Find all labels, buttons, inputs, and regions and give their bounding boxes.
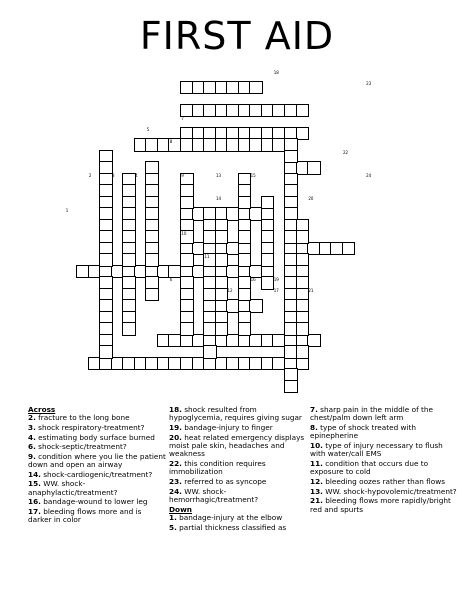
clue-number: 23.: [169, 477, 182, 486]
clue-text: shock-cardiogenic/treatment?: [40, 469, 153, 479]
clue-text: condition that occurs due to exposure to cold: [310, 459, 429, 477]
grid-clue-number: 21: [308, 288, 314, 293]
clue-column-1: [28, 406, 166, 526]
grid-cell[interactable]: [284, 150, 298, 164]
grid-cell[interactable]: [307, 161, 321, 175]
grid-clue-number: 22: [343, 150, 349, 155]
grid-cell[interactable]: [296, 345, 310, 359]
clue-item: [169, 424, 307, 432]
grid-cell[interactable]: [296, 104, 310, 118]
grid-clue-number: 9: [181, 173, 184, 178]
grid-cell[interactable]: [238, 288, 252, 302]
grid-cell[interactable]: [180, 322, 194, 336]
clue-number: 4.: [28, 432, 36, 442]
clue-item: [310, 442, 458, 459]
grid-clue-number: 1: [65, 207, 69, 213]
clue-number: 10.: [310, 441, 323, 450]
grid-clue-number: 5: [146, 127, 150, 132]
clue-number: 16.: [28, 497, 41, 507]
grid-clue-number: 18: [273, 69, 279, 75]
clue-text: referred to as syncope: [181, 477, 267, 486]
clue-number: 6.: [28, 442, 36, 452]
grid-clue-number: 11: [204, 253, 210, 259]
grid-cell[interactable]: [284, 380, 298, 394]
clue-text: fracture to the long bone: [35, 413, 130, 423]
clue-text: type of shock treated with epinepherine: [310, 423, 417, 441]
clue-column-3: [310, 406, 458, 515]
grid-clue-number: 24: [366, 173, 372, 178]
clue-item: [169, 406, 307, 423]
clue-text: bleeding oozes rather than flows: [322, 477, 445, 486]
grid-cell[interactable]: [99, 345, 113, 359]
grid-clue-number: 12: [227, 288, 233, 293]
clue-number: 5.: [169, 522, 177, 532]
clue-item: [169, 478, 307, 486]
grid-clue-number: 10: [181, 230, 187, 236]
clue-number: 2.: [28, 413, 36, 423]
clue-item: [28, 498, 166, 506]
clue-text: estimating body surface burned: [35, 432, 155, 442]
clue-item: [28, 471, 166, 479]
clue-number: 14.: [28, 469, 41, 479]
grid-cell[interactable]: [180, 253, 194, 267]
grid-cell[interactable]: [99, 253, 113, 267]
grid-clue-number: 7: [181, 115, 184, 121]
clue-number: 3.: [28, 423, 36, 432]
grid-clue-number: 8: [169, 138, 173, 144]
clue-text: heat related emergency displays moist pale skin, headaches and weakness: [169, 432, 305, 459]
grid-cell[interactable]: [238, 196, 252, 210]
grid-cell[interactable]: [215, 288, 229, 302]
clue-number: 7.: [310, 405, 318, 414]
clue-text: bandage-injury to finger: [181, 423, 273, 432]
clue-number: 18.: [169, 405, 182, 414]
grid-clue-number: 19: [273, 276, 279, 282]
clue-item: [169, 524, 307, 532]
clue-number: 9.: [28, 451, 36, 461]
clue-item: [28, 480, 166, 497]
grid-clue-number: 23: [366, 81, 372, 86]
clue-text: sharp pain in the middle of the chest/palm down left arm: [310, 405, 433, 423]
grid-cell[interactable]: [215, 253, 229, 267]
grid-cell[interactable]: [180, 196, 194, 210]
grid-cell[interactable]: [238, 253, 252, 267]
grid-cell[interactable]: [342, 242, 356, 256]
grid-clue-number: 17: [273, 288, 279, 293]
clue-text: this condition requires immobilization: [169, 459, 266, 477]
grid-clue-number: 14: [215, 196, 222, 201]
clue-number: 19.: [169, 423, 182, 432]
clue-number: 22.: [169, 459, 182, 468]
clue-number: 11.: [310, 459, 323, 468]
clue-item: [310, 478, 458, 486]
grid-cell[interactable]: [122, 322, 136, 336]
clue-number: 13.: [310, 486, 323, 496]
grid-cell[interactable]: [215, 322, 229, 336]
grid-cell[interactable]: [249, 81, 263, 95]
clue-section-header: Down: [169, 504, 193, 514]
grid-cell[interactable]: [296, 127, 310, 141]
clue-number: 12.: [310, 477, 323, 486]
grid-cell[interactable]: [261, 196, 275, 210]
clue-item: [310, 497, 458, 514]
clue-text: WW. shock-anaphylactic/treatment?: [28, 479, 118, 497]
clue-number: 17.: [28, 506, 41, 516]
clue-text: partial thickness classified as: [176, 522, 287, 532]
clue-item: [310, 424, 458, 441]
grid-clue-number: 3: [112, 173, 115, 178]
clue-text: shock resulted from hypoglycemia, requires giving sugar: [169, 405, 302, 423]
page-title: FIRST AID: [139, 14, 335, 58]
clue-number: 15.: [28, 479, 41, 489]
grid-clue-number: 13: [215, 173, 222, 178]
clue-number: 8.: [310, 423, 318, 432]
grid-cell[interactable]: [296, 322, 310, 336]
grid-cell[interactable]: [122, 253, 136, 267]
clue-item: [310, 488, 458, 496]
clue-section-header: Across: [28, 405, 56, 414]
grid-cell[interactable]: [261, 253, 275, 267]
clue-text: shock-septic/treatment?: [35, 442, 127, 452]
grid-clue-number: 2: [88, 173, 92, 178]
grid-clue-number: 20: [308, 196, 314, 201]
grid-clue-number: 4: [135, 173, 138, 178]
clue-text: condition where you lie the patient down and open an airway: [28, 451, 166, 470]
clue-item: [169, 460, 307, 477]
grid-cell[interactable]: [296, 230, 310, 244]
clue-item: [310, 406, 458, 423]
clue-item: [28, 434, 166, 442]
clue-item: [310, 460, 458, 477]
clue-item: [28, 424, 166, 432]
clue-number: 20.: [169, 432, 182, 442]
clue-number: 21.: [310, 496, 323, 506]
clue-item: [28, 443, 166, 451]
grid-clue-number: 16: [250, 276, 256, 282]
clue-text: WW. shock-hemorrhagic/treatment?: [169, 486, 259, 504]
clue-text: WW. shock-hypovolemic/treatment?: [322, 486, 457, 496]
clue-item: [169, 514, 307, 522]
clue-text: bandage-wound to lower leg: [40, 497, 148, 507]
clue-item: [28, 508, 166, 525]
clue-item: [169, 434, 307, 459]
grid-cell[interactable]: [238, 322, 252, 336]
grid-clue-number: 6: [169, 276, 173, 282]
grid-cell[interactable]: [261, 276, 275, 290]
grid-clue-number: 15: [250, 173, 256, 178]
grid-cell[interactable]: [145, 253, 159, 267]
grid-cell[interactable]: [203, 345, 217, 359]
clue-item: [28, 414, 166, 422]
clue-text: bleeding flows more and is darker in color: [28, 506, 142, 525]
clue-number: 1.: [169, 513, 177, 522]
grid-cell[interactable]: [215, 230, 229, 244]
clue-text: type of injury necessary to flush with water/call EMS: [310, 441, 443, 459]
clue-column-2: [169, 406, 307, 533]
clue-item: [169, 488, 307, 505]
clue-text: bleeding flows more rapidly/bright red and spurts: [310, 496, 451, 514]
clue-item: [28, 453, 166, 470]
clue-text: bandage-injury at the elbow: [176, 513, 283, 522]
grid-cell[interactable]: [238, 230, 252, 244]
grid-cell[interactable]: [145, 288, 159, 302]
clue-number: 24.: [169, 486, 182, 496]
clue-text: shock respiratory-treatment?: [35, 423, 145, 432]
